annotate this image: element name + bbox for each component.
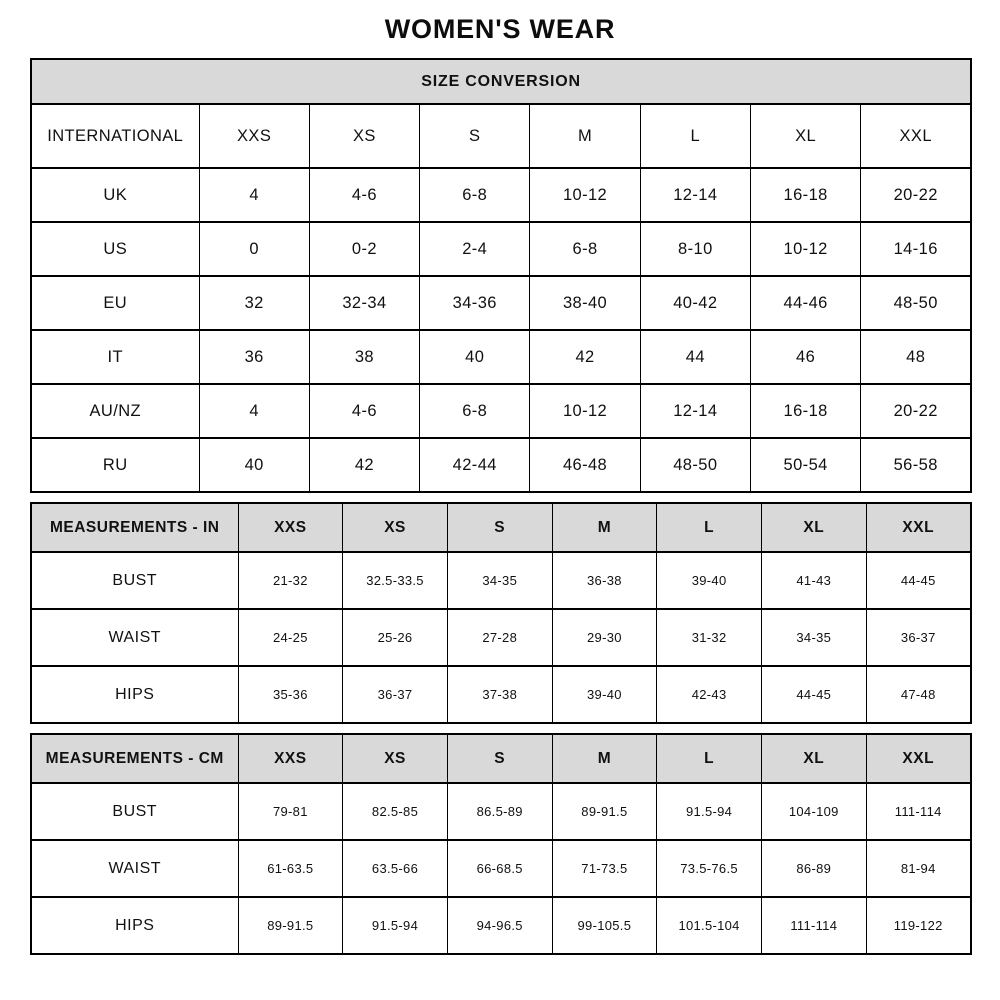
cell: 44 <box>640 330 750 384</box>
cell: 63.5-66 <box>343 840 448 897</box>
column-header: S <box>420 104 530 168</box>
table-body <box>31 734 971 954</box>
cell: 73.5-76.5 <box>657 840 762 897</box>
row-label: BUST <box>31 552 238 609</box>
cell: 56-58 <box>861 438 971 492</box>
cell: 16-18 <box>750 168 860 222</box>
header-row <box>31 104 971 168</box>
table-row <box>31 552 971 609</box>
cell: 39-40 <box>552 666 657 723</box>
cell: 61-63.5 <box>238 840 343 897</box>
cell: 36 <box>199 330 309 384</box>
cell: 48-50 <box>861 276 971 330</box>
cell: 27-28 <box>447 609 552 666</box>
column-header: XXS <box>238 734 343 783</box>
cell: 44-45 <box>761 666 866 723</box>
cell: 36-38 <box>552 552 657 609</box>
column-header: XS <box>309 104 419 168</box>
row-label: HIPS <box>31 666 238 723</box>
cell: 34-36 <box>420 276 530 330</box>
cell: 25-26 <box>343 609 448 666</box>
cell: 34-35 <box>447 552 552 609</box>
cell: 6-8 <box>420 384 530 438</box>
cell: 35-36 <box>238 666 343 723</box>
cell: 2-4 <box>420 222 530 276</box>
cell: 32 <box>199 276 309 330</box>
cell: 38-40 <box>530 276 640 330</box>
cell: 46-48 <box>530 438 640 492</box>
cell: 20-22 <box>861 168 971 222</box>
cell: 111-114 <box>866 783 971 840</box>
column-header: L <box>640 104 750 168</box>
cell: 14-16 <box>861 222 971 276</box>
table-row <box>31 666 971 723</box>
cell: 4 <box>199 384 309 438</box>
row-label: WAIST <box>31 840 238 897</box>
column-header: M <box>552 503 657 552</box>
column-header: XXL <box>866 734 971 783</box>
cell: 40 <box>199 438 309 492</box>
table-row <box>31 897 971 954</box>
column-header: M <box>552 734 657 783</box>
cell: 101.5-104 <box>657 897 762 954</box>
cell: 12-14 <box>640 384 750 438</box>
measurements-cm-table <box>30 733 972 955</box>
cell: 0 <box>199 222 309 276</box>
cell: 20-22 <box>861 384 971 438</box>
cell: 16-18 <box>750 384 860 438</box>
header-row <box>31 734 971 783</box>
row-label: EU <box>31 276 199 330</box>
row-label: RU <box>31 438 199 492</box>
column-header: XL <box>761 503 866 552</box>
cell: 36-37 <box>343 666 448 723</box>
cell: 119-122 <box>866 897 971 954</box>
cell: 44-46 <box>750 276 860 330</box>
column-header: L <box>657 734 762 783</box>
cell: 36-37 <box>866 609 971 666</box>
cell: 89-91.5 <box>552 783 657 840</box>
cell: 10-12 <box>530 384 640 438</box>
table-row <box>31 609 971 666</box>
column-header: XXS <box>238 503 343 552</box>
column-header: INTERNATIONAL <box>31 104 199 168</box>
cell: 32-34 <box>309 276 419 330</box>
table-row <box>31 330 971 384</box>
table-row <box>31 168 971 222</box>
cell: 6-8 <box>530 222 640 276</box>
cell: 42-43 <box>657 666 762 723</box>
cell: 40 <box>420 330 530 384</box>
banner-row <box>31 59 971 104</box>
cell: 39-40 <box>657 552 762 609</box>
row-label: HIPS <box>31 897 238 954</box>
cell: 4 <box>199 168 309 222</box>
cell: 42 <box>309 438 419 492</box>
column-header: L <box>657 503 762 552</box>
column-header: XXS <box>199 104 309 168</box>
cell: 111-114 <box>761 897 866 954</box>
table-row <box>31 783 971 840</box>
cell: 44-45 <box>866 552 971 609</box>
row-label: IT <box>31 330 199 384</box>
cell: 4-6 <box>309 168 419 222</box>
table-row <box>31 222 971 276</box>
cell: 34-35 <box>761 609 866 666</box>
cell: 4-6 <box>309 384 419 438</box>
measurements-in-table <box>30 502 972 724</box>
row-label: BUST <box>31 783 238 840</box>
row-label: UK <box>31 168 199 222</box>
cell: 91.5-94 <box>343 897 448 954</box>
column-header: M <box>530 104 640 168</box>
column-header: S <box>447 503 552 552</box>
cell: 46 <box>750 330 860 384</box>
size-chart-page <box>30 0 970 955</box>
cell: 42 <box>530 330 640 384</box>
cell: 37-38 <box>447 666 552 723</box>
column-header: XXL <box>861 104 971 168</box>
cell: 10-12 <box>530 168 640 222</box>
cell: 42-44 <box>420 438 530 492</box>
cell: 104-109 <box>761 783 866 840</box>
table-row <box>31 438 971 492</box>
table-row <box>31 840 971 897</box>
cell: 24-25 <box>238 609 343 666</box>
cell: 50-54 <box>750 438 860 492</box>
table-row <box>31 384 971 438</box>
cell: 71-73.5 <box>552 840 657 897</box>
size-conversion-table <box>30 58 972 493</box>
cell: 89-91.5 <box>238 897 343 954</box>
row-label: AU/NZ <box>31 384 199 438</box>
cell: 86-89 <box>761 840 866 897</box>
table-title: MEASUREMENTS - CM <box>31 734 238 783</box>
cell: 12-14 <box>640 168 750 222</box>
cell: 0-2 <box>309 222 419 276</box>
cell: 48 <box>861 330 971 384</box>
cell: 91.5-94 <box>657 783 762 840</box>
column-header: XS <box>343 503 448 552</box>
cell: 81-94 <box>866 840 971 897</box>
table-body <box>31 503 971 723</box>
cell: 41-43 <box>761 552 866 609</box>
column-header: S <box>447 734 552 783</box>
table-title: MEASUREMENTS - IN <box>31 503 238 552</box>
cell: 8-10 <box>640 222 750 276</box>
cell: 66-68.5 <box>447 840 552 897</box>
column-header: XXL <box>866 503 971 552</box>
cell: 82.5-85 <box>343 783 448 840</box>
table-row <box>31 276 971 330</box>
cell: 40-42 <box>640 276 750 330</box>
column-header: XL <box>761 734 866 783</box>
row-label: US <box>31 222 199 276</box>
column-header: XS <box>343 734 448 783</box>
row-label: WAIST <box>31 609 238 666</box>
table-title: SIZE CONVERSION <box>31 59 971 104</box>
cell: 21-32 <box>238 552 343 609</box>
cell: 79-81 <box>238 783 343 840</box>
cell: 6-8 <box>420 168 530 222</box>
cell: 10-12 <box>750 222 860 276</box>
cell: 99-105.5 <box>552 897 657 954</box>
cell: 86.5-89 <box>447 783 552 840</box>
table-body <box>31 59 971 492</box>
cell: 38 <box>309 330 419 384</box>
header-row <box>31 503 971 552</box>
column-header: XL <box>750 104 860 168</box>
cell: 29-30 <box>552 609 657 666</box>
cell: 48-50 <box>640 438 750 492</box>
cell: 47-48 <box>866 666 971 723</box>
cell: 31-32 <box>657 609 762 666</box>
page-title: WOMEN'S WEAR <box>384 14 616 44</box>
cell: 94-96.5 <box>447 897 552 954</box>
cell: 32.5-33.5 <box>343 552 448 609</box>
